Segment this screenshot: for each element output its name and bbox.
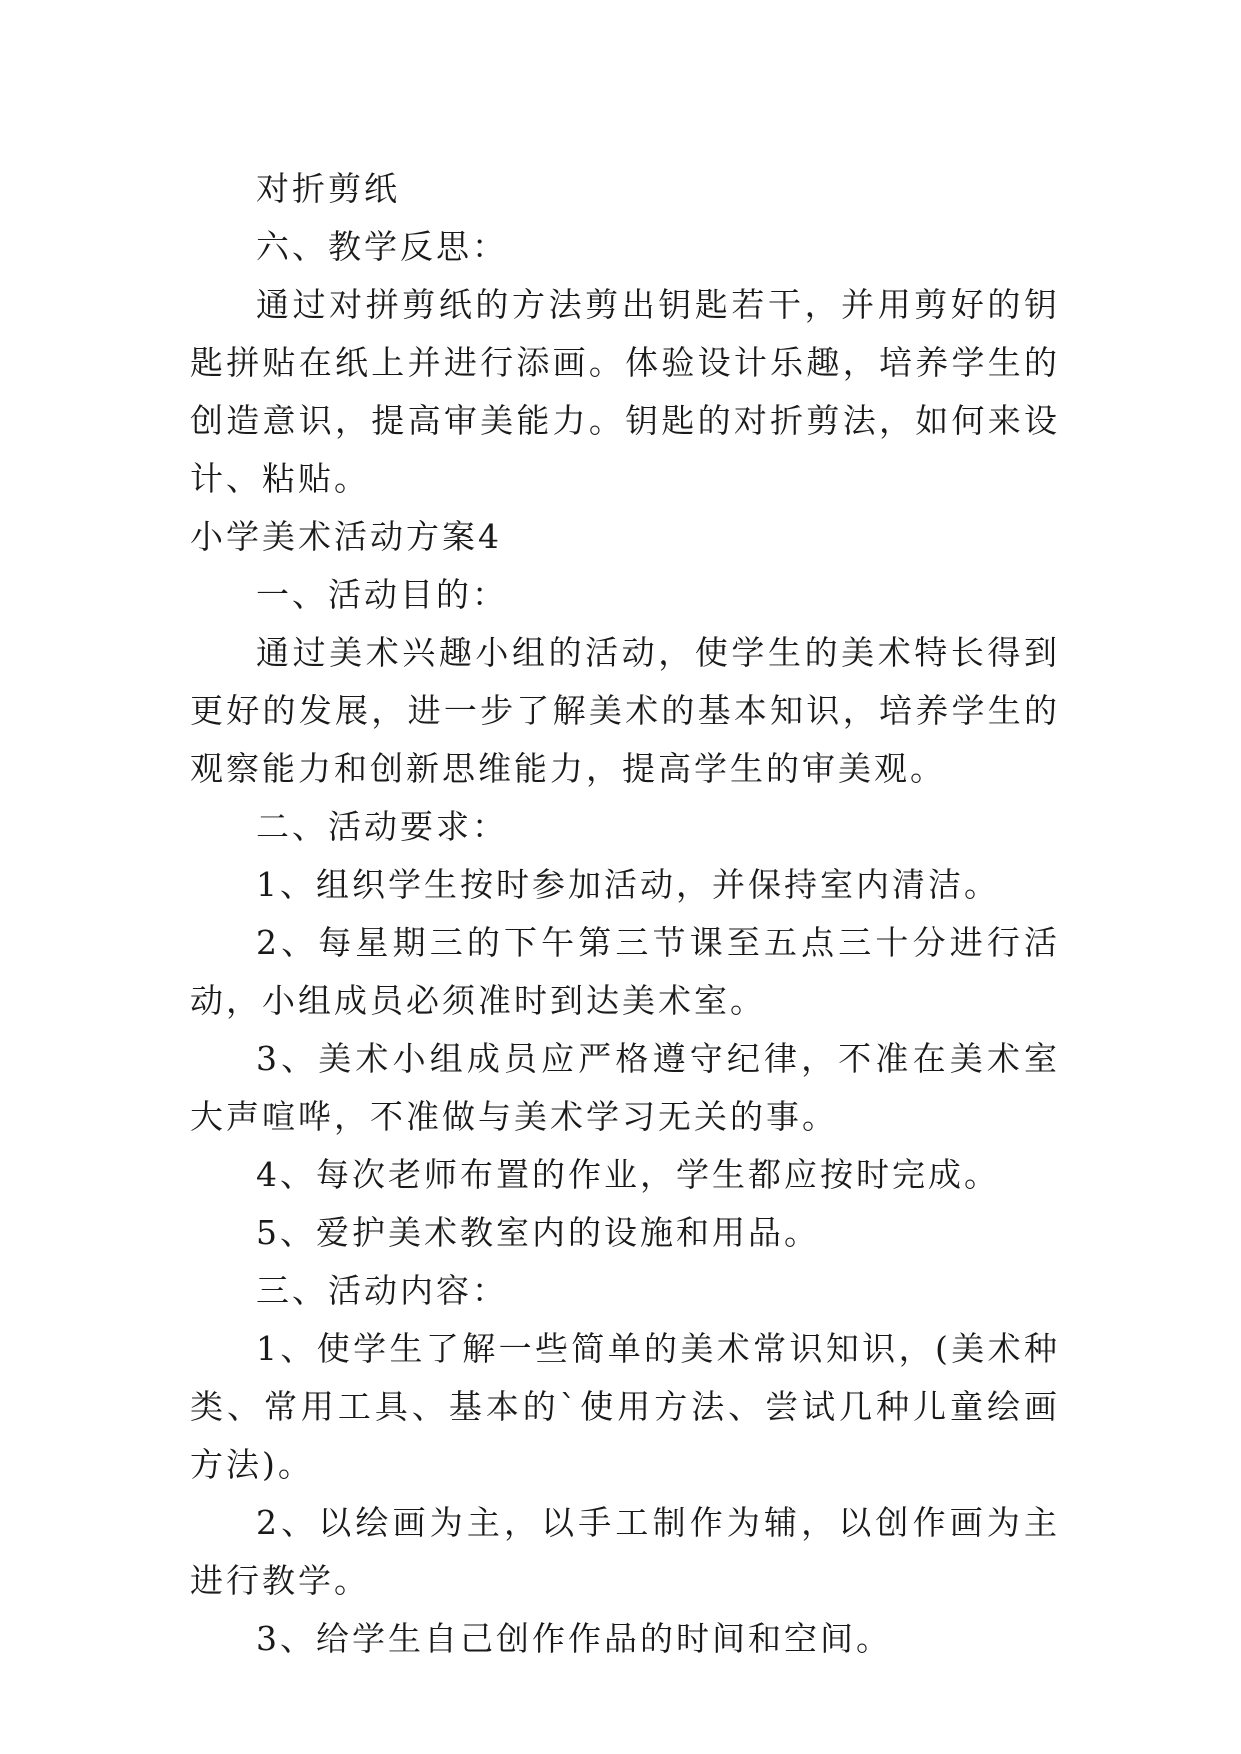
paragraph-purpose-body: 通过美术兴趣小组的活动，使学生的美术特长得到更好的发展，进一步了解美术的基本知识，培养学生的观察能力和创新思维能力，提高学生的审美观。 bbox=[190, 633, 1060, 788]
heading-activity-purpose: 一、活动目的： bbox=[256, 575, 508, 614]
heading-teaching-reflection: 六、教学反思： bbox=[256, 227, 508, 266]
list-item-requirement-1: 1、组织学生按时参加活动，并保持室内清洁。 bbox=[256, 865, 1000, 904]
list-item-requirement-4: 4、每次老师布置的作业，学生都应按时完成。 bbox=[256, 1155, 1000, 1194]
document-body bbox=[190, 160, 1060, 1668]
heading-activity-content: 三、活动内容： bbox=[256, 1271, 508, 1310]
list-item-content-3: 3、给学生自己创作作品的时间和空间。 bbox=[256, 1619, 892, 1658]
list-item-requirement-2: 2、每星期三的下午第三节课至五点三十分进行活动，小组成员必须准时到达美术室。 bbox=[190, 923, 1060, 1020]
paragraph-fold-cut-paper: 对折剪纸 bbox=[256, 169, 400, 208]
section-title-plan-4: 小学美术活动方案4 bbox=[190, 517, 502, 556]
list-item-requirement-5: 5、爱护美术教室内的设施和用品。 bbox=[256, 1213, 820, 1252]
list-item-content-2: 2、以绘画为主，以手工制作为辅，以创作画为主进行教学。 bbox=[190, 1503, 1060, 1600]
paragraph-reflection-body: 通过对拼剪纸的方法剪出钥匙若干，并用剪好的钥匙拼贴在纸上并进行添画。体验设计乐趣，培养学生的创造意识，提高审美能力。钥匙的对折剪法，如何来设计、粘贴。 bbox=[190, 285, 1060, 498]
heading-activity-requirements: 二、活动要求： bbox=[256, 807, 508, 846]
list-item-requirement-3: 3、美术小组成员应严格遵守纪律，不准在美术室大声喧哗，不准做与美术学习无关的事。 bbox=[190, 1039, 1060, 1136]
list-item-content-1: 1、使学生了解一些简单的美术常识知识，(美术种类、常用工具、基本的`使用方法、尝试几种儿童绘画方法)。 bbox=[190, 1329, 1060, 1484]
